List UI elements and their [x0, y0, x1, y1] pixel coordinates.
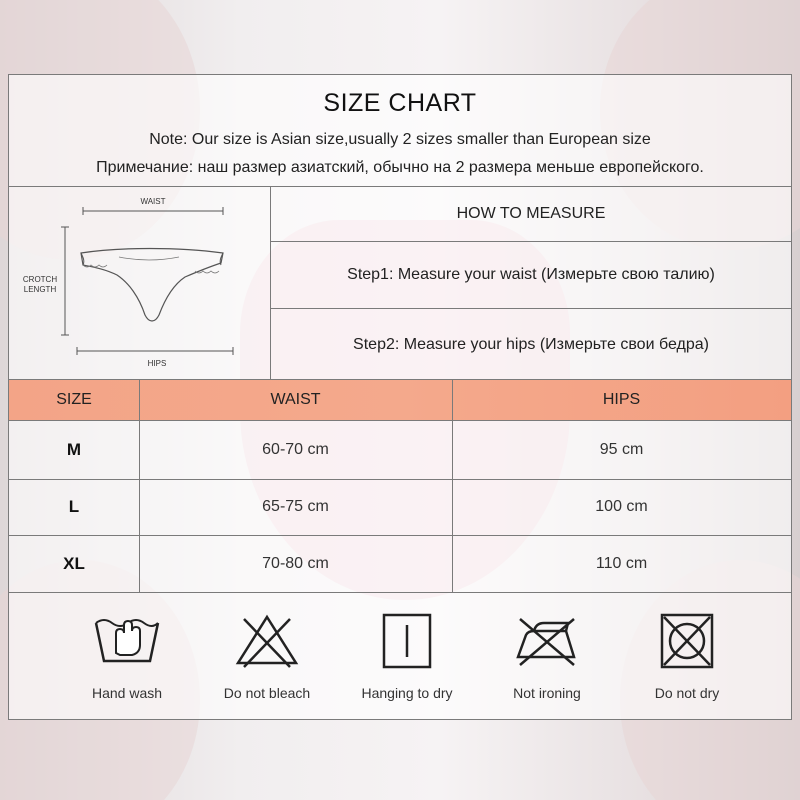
care-item: [192, 611, 342, 701]
hips-label: HIPS: [147, 359, 167, 368]
hips-cell: 95 cm: [599, 440, 644, 458]
measure-step-2: Step2: Measure your hips (Измерьте свои бедра): [353, 335, 709, 353]
table-row: [9, 535, 791, 593]
care-item: [332, 611, 482, 701]
waist-cell: 60-70 cm: [262, 440, 329, 458]
header-waist: WAIST: [270, 391, 321, 408]
crotch-label-1: CROTCH: [22, 275, 58, 284]
care-item: [612, 611, 762, 701]
how-to-measure-heading: HOW TO MEASURE: [271, 187, 791, 242]
header-size: SIZE: [56, 391, 92, 408]
page-title: SIZE CHART: [323, 89, 477, 117]
measure-section: [9, 187, 791, 380]
do-not-dry-icon: [650, 611, 724, 671]
care-label: Not ironing: [513, 685, 581, 701]
table-header-row: [9, 380, 791, 420]
waist-cell: 65-75 cm: [262, 498, 329, 515]
header-hips: HIPS: [602, 391, 641, 408]
table-row: [9, 479, 791, 535]
care-label: Do not bleach: [223, 685, 311, 701]
hips-cell: 110 cm: [595, 555, 648, 572]
care-item: [52, 611, 202, 701]
do-not-bleach-icon: [230, 611, 304, 671]
hand-wash-icon: [90, 611, 164, 671]
table-row: [9, 420, 791, 479]
size-cell: M: [66, 439, 82, 459]
waist-label: WAIST: [140, 197, 166, 206]
waist-cell: 70-80 cm: [262, 555, 329, 572]
size-chart-panel: [8, 74, 792, 720]
care-label: Do not dry: [654, 685, 720, 701]
care-label: Hanging to dry: [361, 685, 453, 701]
care-label: Hand wash: [91, 685, 163, 701]
crotch-label-2: LENGTH: [23, 285, 57, 294]
hips-cell: 100 cm: [595, 498, 648, 515]
size-cell: L: [68, 497, 80, 516]
care-item: [472, 611, 622, 701]
size-table: [9, 380, 791, 593]
measurement-diagram: [9, 187, 271, 380]
not-ironing-icon: [510, 611, 584, 671]
care-instructions: [9, 593, 791, 719]
measure-step-1: Step1: Measure your waist (Измерьте свою талию): [271, 242, 791, 309]
note-russian: Примечание: наш размер азиатский, обычно на 2 размера меньше европейского.: [96, 159, 704, 176]
note-english: Note: Our size is Asian size,usually 2 sizes smaller than European size: [149, 131, 651, 148]
size-cell: XL: [63, 554, 85, 573]
hanging-to-dry-icon: [370, 611, 444, 671]
chart-header: [9, 75, 791, 187]
